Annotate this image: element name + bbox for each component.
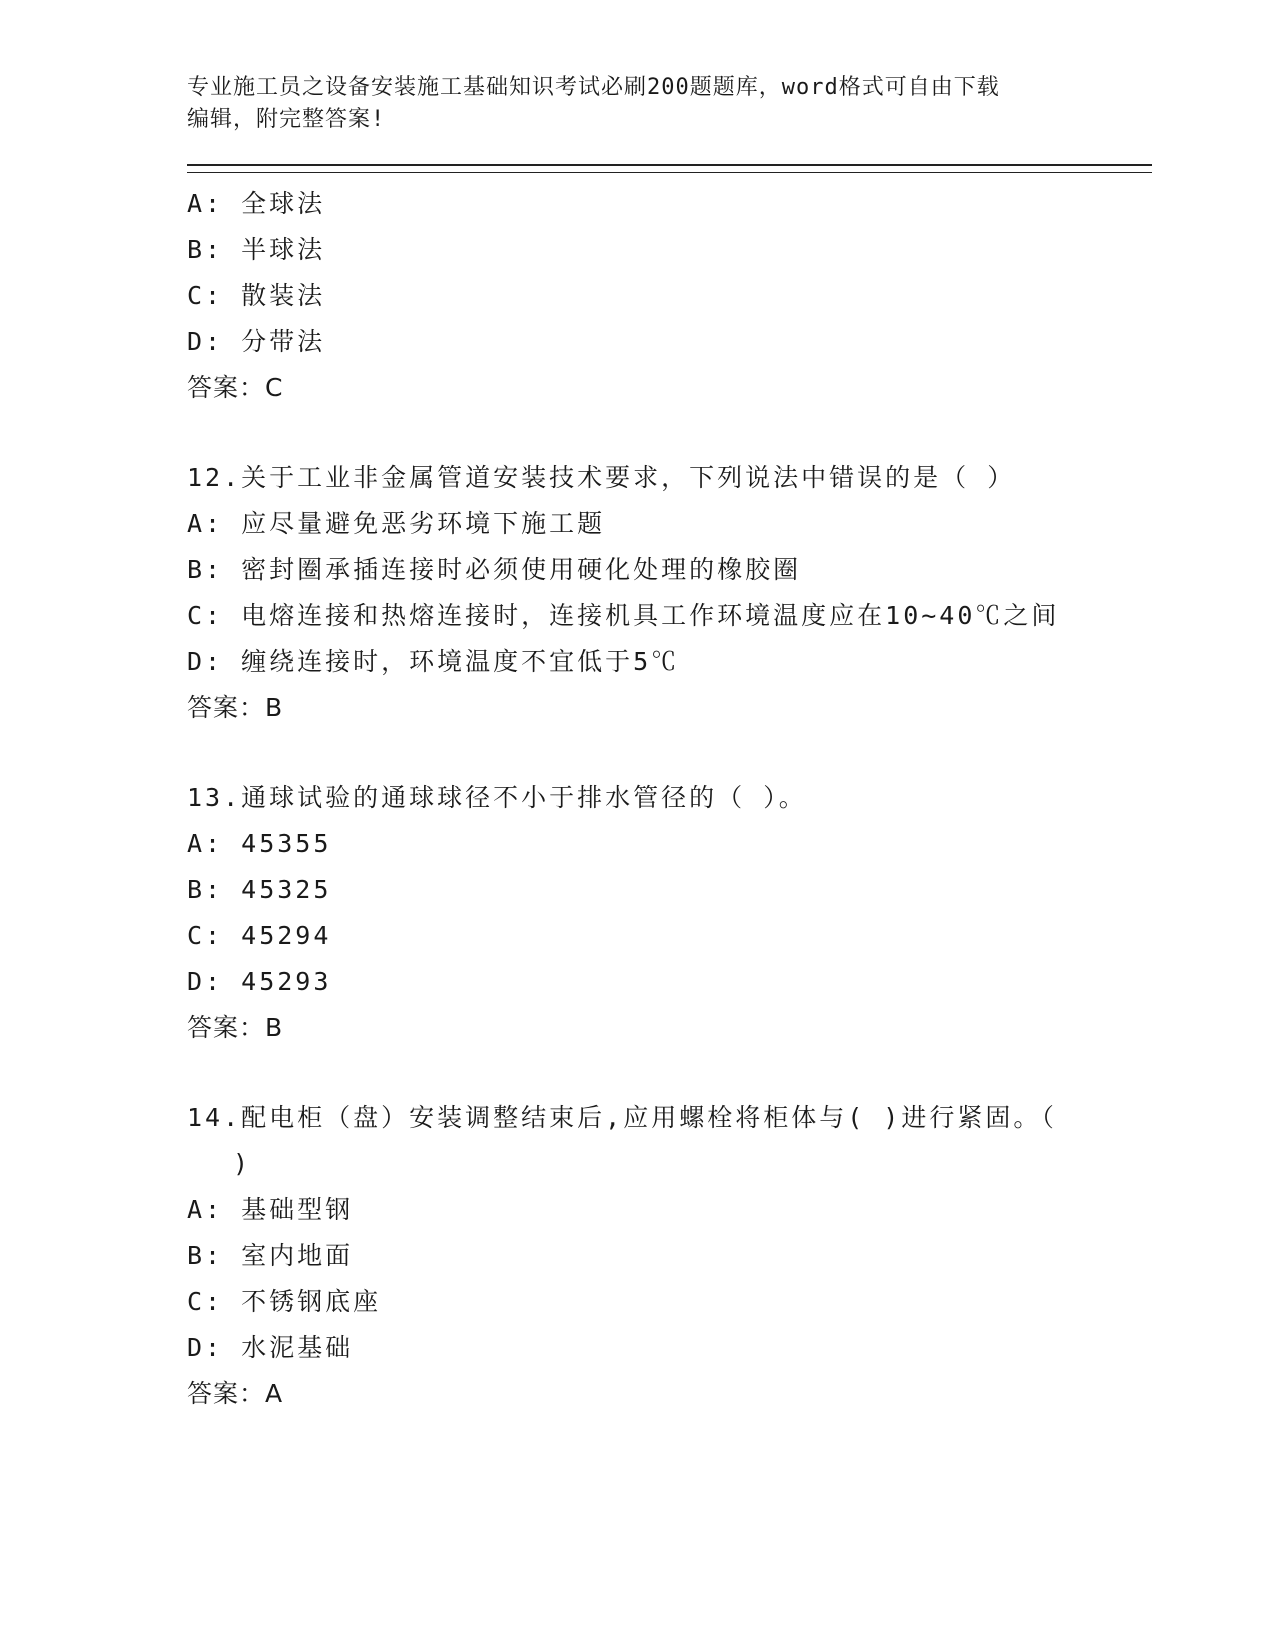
answer: 答案：B (187, 693, 284, 722)
question-14 (187, 1095, 1152, 1417)
question-text-continued: ) (233, 1149, 252, 1178)
option-d: D: 分带法 (187, 327, 326, 356)
option-c: C: 不锈钢底座 (187, 1287, 382, 1316)
header-title-line-1: 专业施工员之设备安装施工基础知识考试必刷200题题库，word格式可自由下载 (187, 75, 1000, 100)
question-text: 13.通球试验的通球球径不小于排水管径的（ ）。 (187, 783, 807, 812)
option-a: A: 应尽量避免恶劣环境下施工题 (187, 509, 606, 538)
option-d: D: 水泥基础 (187, 1333, 354, 1362)
option-d: D: 45293 (187, 967, 332, 996)
option-a: A: 基础型钢 (187, 1195, 354, 1224)
option-b: B: 密封圈承插连接时必须使用硬化处理的橡胶圈 (187, 555, 802, 584)
header-divider (187, 164, 1152, 173)
option-c: C: 电熔连接和热熔连接时，连接机具工作环境温度应在10~40℃之间 (187, 601, 1060, 630)
option-c: C: 散装法 (187, 281, 326, 310)
document-header (187, 72, 1152, 136)
option-b: B: 半球法 (187, 235, 326, 264)
answer: 答案：B (187, 1013, 284, 1042)
question-13 (187, 775, 1152, 1051)
question-12 (187, 455, 1152, 731)
question-text: 14.配电柜（盘）安装调整结束后,应用螺栓将柜体与( )进行紧固。（ (187, 1103, 1057, 1132)
answer: 答案：A (187, 1379, 284, 1408)
document-page (187, 72, 1152, 1417)
option-c: C: 45294 (187, 921, 332, 950)
option-a: A: 45355 (187, 829, 332, 858)
question-11 (187, 181, 1152, 411)
option-b: B: 室内地面 (187, 1241, 354, 1270)
question-text: 12.关于工业非金属管道安装技术要求，下列说法中错误的是（ ） (187, 463, 1016, 492)
header-title-line-2: 编辑，附完整答案! (187, 107, 386, 132)
option-d: D: 缠绕连接时，环境温度不宜低于5℃ (187, 647, 680, 676)
option-b: B: 45325 (187, 875, 332, 904)
answer: 答案：C (187, 373, 284, 402)
option-a: A: 全球法 (187, 189, 326, 218)
